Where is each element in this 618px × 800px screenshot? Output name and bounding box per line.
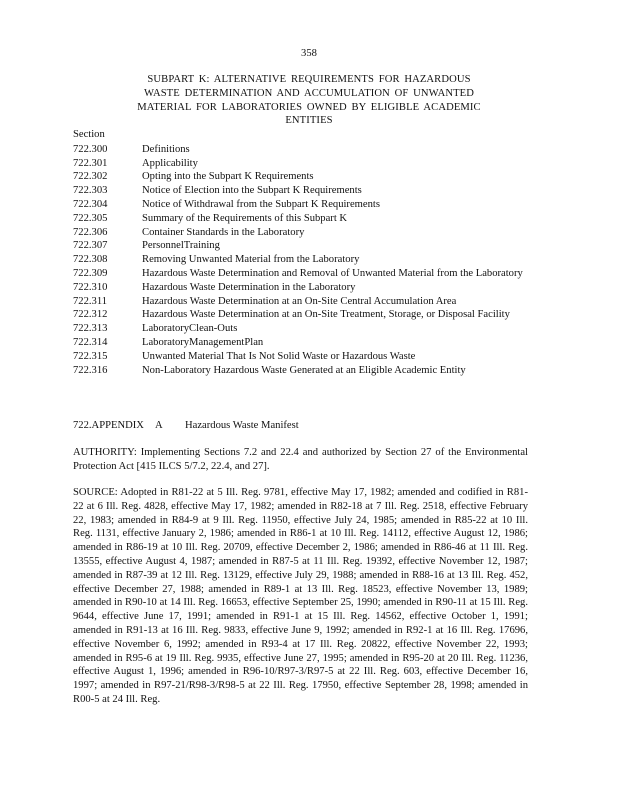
section-number: 722.308: [73, 254, 108, 266]
section-header: Section: [73, 129, 105, 140]
page-number: 358: [301, 48, 317, 59]
section-number: 722.300: [73, 143, 108, 155]
section-title: LaboratoryManagementPlan: [142, 336, 264, 348]
appendix-line: [73, 419, 533, 433]
section-row: [73, 198, 533, 212]
source-paragraph: SOURCE: Adopted in R81-22 at 5 Ill. Reg. 9781, effective May 17, 1982; amended and codified in R81-22 at 6 Ill. Reg. 4828, effective May 17, 1982; amended in R82-18 at 7 Ill. Reg. 2518, effective February 22, 1983; amended in R84-9 at 9 Ill. Reg. 11950, effective July 24, 1985; amended in R85-22 at 10 Ill. Reg. 1131, effective January 2, 1986; amended in R86-1 at 10 Ill. Reg. 14112, effective August 12, 1986; amended in R86-19 at 10 Ill. Reg. 20709, effective December 2, 1986; amended in R86-46 at 11 Ill. Reg. 13555, effective August 4, 1987; amended in R87-5 at 11 Ill. Reg. 19392, effective November 12, 1987; amended in R87-39 at 12 Ill. Reg. 13129, effective July 29, 1988; amended in R88-16 at 13 Ill. Reg. 452, effective December 27, 1988; amended in R89-1 at 13 Ill. Reg. 18523, effective November 13, 1989; amended in R90-10 at 14 Ill. Reg. 16653, effective September 25, 1990; amended in R90-11 at 15 Ill. Reg. 9644, effective June 17, 1991; amended in R91-1 at 15 Ill. Reg. 14562, effective October 1, 1991; amended in R91-13 at 16 Ill. Reg. 9833, effective June 9, 1992; amended in R92-1 at 16 Ill. Reg. 17696, effective November 6, 1992; amended in R93-4 at 17 Ill. Reg. 20822, effective November 22, 1993; amended in R95-6 at 19 Ill. Reg. 9935, effective June 27, 1995; amended in R95-20 at 20 Ill. Reg. 11236, effective August 1, 1996; amended in R96-10/R97-3/R97-5 at 22 Ill. Reg. 603, effective December 16, 1997; amended in R97-21/R98-3/R98-5 at 22 Ill. Reg. 17950, effective September 28, 1998; amended in R00-5 at 24 Ill. Reg.: [73, 487, 528, 705]
section-title: Unwanted Material That Is Not Solid Waste or Hazardous Waste: [142, 350, 416, 362]
section-title: Removing Unwanted Material from the Laboratory: [142, 254, 360, 266]
section-title: Container Standards in the Laboratory: [142, 226, 305, 238]
section-title: Hazardous Waste Determination in the Laboratory: [142, 281, 356, 293]
section-row: [73, 364, 533, 378]
appendix-title: Hazardous Waste Manifest: [185, 420, 299, 431]
section-title: PersonnelTraining: [142, 240, 220, 252]
section-row: [73, 212, 533, 226]
section-number: 722.314: [73, 336, 108, 348]
section-number: 722.316: [73, 364, 108, 376]
section-number: 722.312: [73, 309, 108, 321]
section-row: [73, 336, 533, 350]
section-number: 722.310: [73, 281, 108, 293]
section-row: [73, 143, 533, 157]
section-number: 722.309: [73, 267, 108, 279]
section-row: [73, 226, 533, 240]
authority-paragraph: AUTHORITY: Implementing Sections 7.2 and 22.4 and authorized by Section 27 of the Environmental Protection Act [415 ILCS 5/7.2, 22.4, and 27].: [73, 447, 528, 472]
section-number: 722.301: [73, 157, 108, 169]
section-title: Non-Laboratory Hazardous Waste Generated at an Eligible Academic Entity: [142, 364, 466, 376]
section-row: [73, 157, 533, 171]
title-line: ENTITIES: [285, 115, 333, 127]
section-row: [73, 308, 533, 322]
section-title: Applicability: [142, 157, 198, 169]
section-row: [73, 295, 533, 309]
section-number: 722.313: [73, 323, 108, 335]
title-line: MATERIAL FOR LABORATORIES OWNED BY ELIGIBLE ACADEMIC: [137, 101, 481, 113]
section-list: [73, 128, 533, 377]
section-row: [73, 322, 533, 336]
section-title: Notice of Election into the Subpart K Requirements: [142, 185, 362, 197]
appendix-letter: A: [155, 420, 163, 431]
section-row: [73, 281, 533, 295]
section-number: 722.303: [73, 185, 108, 197]
subpart-title: [100, 73, 518, 128]
title-line: SUBPART K: ALTERNATIVE REQUIREMENTS FOR HAZARDOUS: [147, 74, 471, 85]
section-number: 722.307: [73, 240, 108, 252]
section-title: Summary of the Requirements of this Subpart K: [142, 212, 348, 224]
section-title: Hazardous Waste Determination at an On-Site Central Accumulation Area: [142, 295, 457, 307]
section-title: Hazardous Waste Determination at an On-Site Treatment, Storage, or Disposal Facility: [142, 309, 510, 321]
section-row: [73, 184, 533, 198]
appendix-label: 722.APPENDIX: [73, 420, 144, 431]
section-title: Definitions: [142, 143, 190, 155]
title-line: WASTE DETERMINATION AND ACCUMULATION OF UNWANTED: [144, 87, 474, 99]
section-title: Hazardous Waste Determination and Removal of Unwanted Material from the Laboratory: [142, 267, 523, 279]
section-number: 722.306: [73, 226, 108, 238]
section-row: [73, 253, 533, 267]
section-number: 722.304: [73, 198, 108, 210]
section-number: 722.315: [73, 350, 108, 362]
section-title: Opting into the Subpart K Requirements: [142, 171, 314, 183]
section-title: LaboratoryClean-Outs: [142, 323, 238, 335]
section-row: [73, 350, 533, 364]
section-number: 722.302: [73, 171, 108, 183]
section-row: [73, 239, 533, 253]
section-number: 722.311: [73, 295, 108, 307]
section-number: 722.305: [73, 212, 108, 224]
section-title: Notice of Withdrawal from the Subpart K Requirements: [142, 198, 380, 210]
section-row: [73, 170, 533, 184]
section-row: [73, 267, 533, 281]
